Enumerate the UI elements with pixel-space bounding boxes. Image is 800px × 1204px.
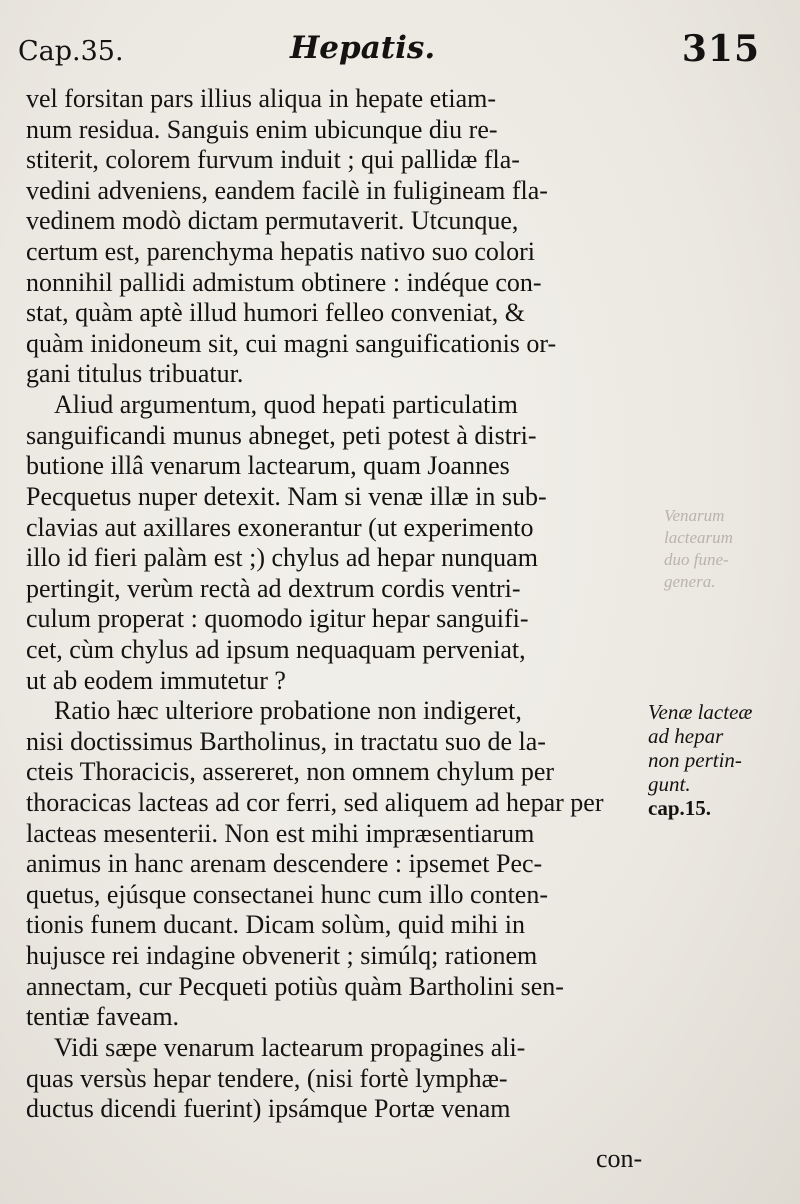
margin-note-line: Venæ lacteæ xyxy=(648,700,753,724)
text-line: hujusce rei indagine obvenerit ; simúlq; rationem xyxy=(26,941,538,971)
margin-note xyxy=(648,700,796,820)
text-line: nonnihil pallidi admistum obtinere : indéque con- xyxy=(26,267,542,297)
text-line: lacteas mesenterii. Non est mihi impræsentiarum xyxy=(26,818,535,848)
text-line: quàm inidoneum sit, cui magni sanguificationis or- xyxy=(26,328,557,358)
text-line: stiterit, colorem furvum induit ; qui pallidæ fla- xyxy=(26,145,520,175)
margin-note-line: non pertin- xyxy=(648,748,742,772)
page-number: 315 xyxy=(681,28,760,70)
text-line: vedini adveniens, eandem facilè in fuligineam fla- xyxy=(26,175,548,205)
text-line: ut ab eodem immutetur ? xyxy=(26,665,286,695)
text-line: Pecquetus nuper detexit. Nam si venæ illæ in sub- xyxy=(26,481,547,511)
paragraph-start-line: Aliud argumentum, quod hepati particulatim xyxy=(54,390,518,420)
text-line: nisi doctissimus Bartholinus, in tractatu suo de la- xyxy=(26,726,546,756)
running-title: Hepatis. xyxy=(290,30,436,66)
catchword: con- xyxy=(596,1144,643,1173)
bleed-through-text xyxy=(664,505,784,593)
text-line: illo id fieri palàm est ;) chylus ad hepar nunquam xyxy=(26,543,538,573)
text-line: clavias aut axillares exonerantur (ut experimento xyxy=(26,512,534,542)
page-header xyxy=(18,28,760,78)
text-line: annectam, cur Pecqueti potiùs quàm Bartholini sen- xyxy=(26,971,564,1001)
bleed-line: duo fune- xyxy=(664,550,729,569)
margin-note-line: ad hepar xyxy=(648,724,724,748)
text-line: vedinem modò dictam permutaverit. Utcunque, xyxy=(26,206,519,236)
text-line: thoracicas lacteas ad cor ferri, sed aliquem ad hepar per xyxy=(26,788,604,818)
text-line: butione illâ venarum lactearum, quam Joannes xyxy=(26,451,510,481)
text-line: num residua. Sanguis enim ubicunque diu re- xyxy=(26,114,498,144)
text-line: gani titulus tribuatur. xyxy=(26,359,244,389)
bleed-line: genera. xyxy=(664,572,716,591)
text-line: ductus dicendi fuerint) ipsámque Portæ venam xyxy=(26,1094,511,1124)
bleed-line: lactearum xyxy=(664,528,733,547)
margin-note-reference: cap.15. xyxy=(648,796,711,820)
paragraph-start-line: Ratio hæc ulteriore probatione non indigeret, xyxy=(54,696,522,726)
text-line: quetus, ejúsque consectanei hunc cum illo conten- xyxy=(26,879,549,909)
text-line: vel forsitan pars illius aliqua in hepate etiam- xyxy=(26,84,497,113)
text-line: sanguificandi munus abneget, peti potest à distri- xyxy=(26,420,537,450)
margin-note-line: gunt. xyxy=(648,772,691,796)
paragraph-start-line: Vidi sæpe venarum lactearum propagines ali- xyxy=(54,1032,526,1062)
body-text xyxy=(26,84,658,1125)
text-line: quas versùs hepar tendere, (nisi fortè lymphæ- xyxy=(26,1063,508,1093)
text-line: stat, quàm aptè illud humori felleo conveniat, & xyxy=(26,298,525,328)
text-line: certum est, parenchyma hepatis nativo suo colori xyxy=(26,237,536,267)
text-line: pertingit, verùm rectà ad dextrum cordis ventri- xyxy=(26,573,521,603)
text-line: tionis funem ducant. Dicam solùm, quid mihi in xyxy=(26,910,526,940)
text-line: cet, cùm chylus ad ipsum nequaquam perveniat, xyxy=(26,634,526,664)
text-line: culum properat : quomodo igitur hepar sanguifi- xyxy=(26,604,529,634)
text-line: tentiæ faveam. xyxy=(26,1002,180,1032)
chapter-label: Cap.35. xyxy=(18,36,124,67)
text-line: cteis Thoracicis, assereret, non omnem chylum per xyxy=(26,757,555,787)
bleed-line: Venarum xyxy=(664,506,725,525)
text-line: animus in hanc arenam descendere : ipsemet Pec- xyxy=(26,849,543,879)
